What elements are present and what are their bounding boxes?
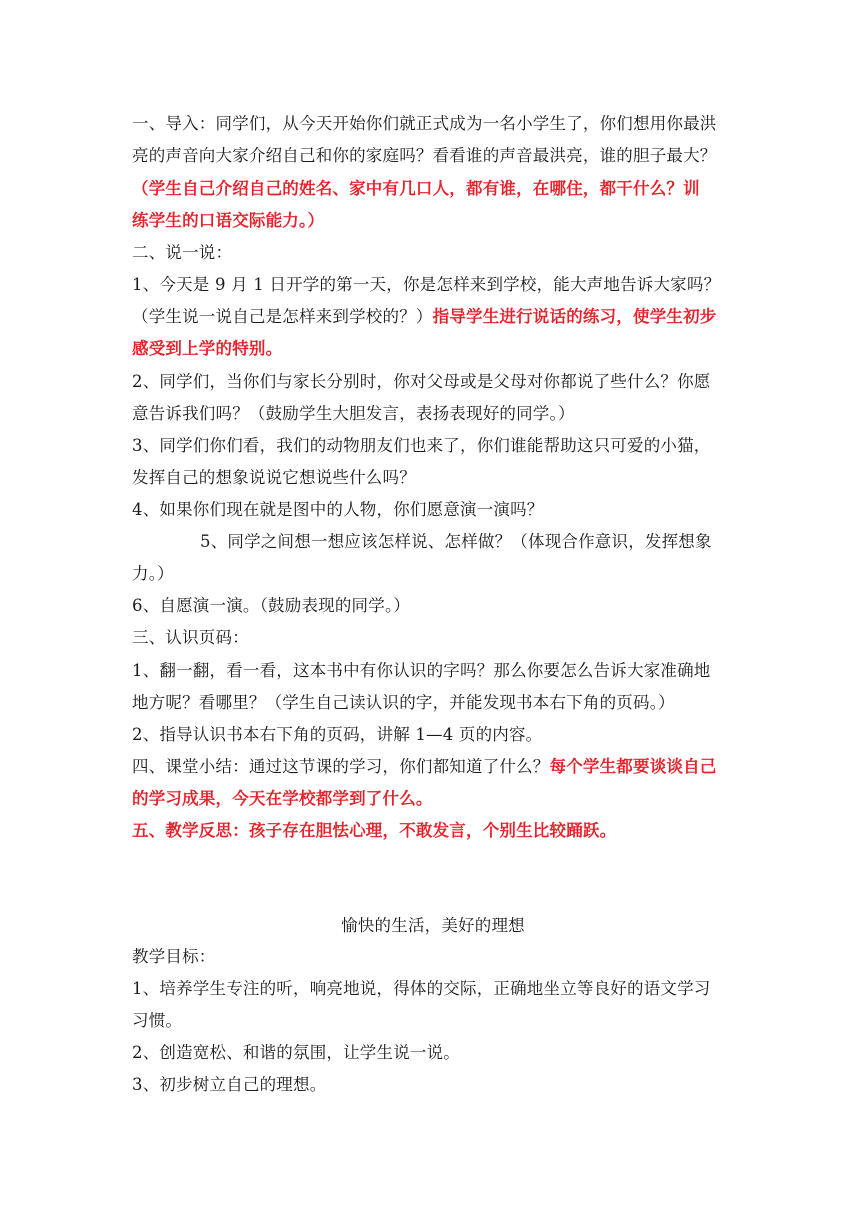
summary-text: 四、课堂小结：通过这节课的学习，你们都知道了什么？	[132, 757, 550, 776]
objective-3: 3、初步树立自己的理想。	[132, 1075, 327, 1094]
section-3-heading: 三、认识页码：	[132, 628, 249, 647]
page-item-2: 2、指导认识书本右下角的页码，讲解 1—4 页的内容。	[132, 725, 543, 744]
intro-line-1: 一、导入：同学们，从今天开始你们就正式成为一名小学生了，你们想用你最洪	[132, 114, 717, 133]
intro-note-line-2: 练学生的口语交际能力。）	[132, 211, 325, 230]
objective-2: 2、创造宽松、和谐的氛围，让学生说一说。	[132, 1043, 460, 1062]
item-5-line-1: 5、同学之间想一想应该怎样说、怎样做？（体现合作意识，发挥想象	[200, 532, 712, 551]
item-3-line-2: 发挥自己的想象说说它想说些什么吗？	[132, 468, 416, 487]
item-1-line-1: 1、今天是 9 月 1 日开学的第一天，你是怎样来到学校，能大声地告诉大家吗？	[132, 275, 721, 294]
item-1-highlight-cont: 感受到上学的特别。	[132, 339, 283, 358]
page-item-1-line-2: 地方呢？看哪里？（学生自己读认识的字，并能发现书本右下角的页码。）	[132, 693, 675, 712]
page-item-1-line-1: 1、翻一翻，看一看，这本书中有你认识的字吗？那么你要怎么告诉大家准确地	[132, 661, 711, 680]
reflection-line: 五、教学反思：孩子存在胆怯心理，不敢发言，个别生比较踊跃。	[132, 821, 617, 840]
item-6: 6、自愿演一演。（鼓励表现的同学。）	[132, 596, 411, 615]
objective-1-line-1: 1、培养学生专注的听，响亮地说，得体的交际，正确地坐立等良好的语文学习	[132, 979, 711, 998]
objective-1-line-2: 习惯。	[132, 1011, 183, 1030]
summary-line-2: 的学习成果，今天在学校都学到了什么。	[132, 789, 433, 808]
lesson-title: 愉快的生活，美好的理想	[341, 916, 525, 935]
section-2-heading: 二、说一说：	[132, 243, 233, 262]
summary-line-1	[132, 756, 732, 778]
objectives-heading: 教学目标：	[132, 947, 216, 966]
intro-note-line-1: （学生自己介绍自己的姓名、家中有几口人，都有谁，在哪住，都干什么？训	[132, 179, 700, 198]
item-1-note: （学生说一说自己是怎样来到学校的？）	[132, 307, 433, 326]
intro-line-2: 亮的声音向大家介绍自己和你的家庭吗？看看谁的声音最洪亮，谁的胆子最大？	[132, 146, 717, 165]
item-5-line-2: 力。）	[132, 564, 174, 583]
item-3-line-1: 3、同学们你们看，我们的动物朋友们也来了，你们谁能帮助这只可爱的小猫，	[132, 436, 711, 455]
item-1-highlight: 指导学生进行说话的练习，使学生初步	[432, 307, 717, 326]
item-1-line-2	[132, 306, 732, 328]
item-2-line-2: 意告诉我们吗？（鼓励学生大胆发言，表扬表现好的同学。）	[132, 404, 575, 423]
item-4: 4、如果你们现在就是图中的人物，你们愿意演一演吗？	[132, 500, 544, 519]
item-2-line-1: 2、同学们，当你们与家长分别时，你对父母或是父母对你都说了些什么？你愿	[132, 372, 711, 391]
summary-highlight: 每个学生都要谈谈自己	[549, 757, 717, 776]
